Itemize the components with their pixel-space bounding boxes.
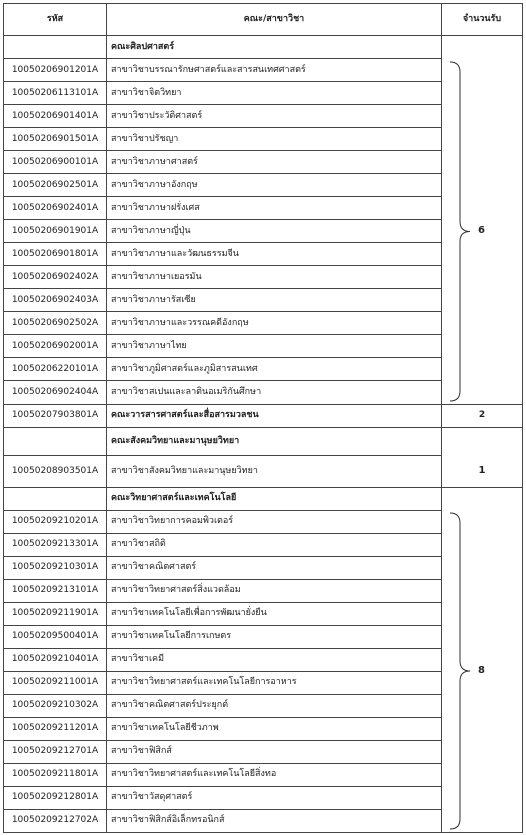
program-name: สาขาวิชาวิทยาศาสตร์และเทคโนโลยีสิ่งทอ: [107, 763, 442, 786]
program-name: สาขาวิชาภูมิศาสตร์และภูมิสารสนเทศ: [107, 358, 442, 381]
quota-document: [3, 3, 522, 833]
quota-count: 2: [442, 404, 523, 427]
program-name: สาขาวิชาสังคมวิทยาและมานุษยวิทยา: [107, 455, 442, 487]
program-name: สาขาวิชาปรัชญา: [107, 128, 442, 151]
program-name: สาขาวิชาฟิสิกส์อิเล็กทรอนิกส์: [107, 809, 442, 832]
header-quota: จำนวนรับ: [442, 4, 523, 36]
program-code: 10050206901901A: [4, 220, 107, 243]
program-code: 10050209211901A: [4, 602, 107, 625]
faculty-code: [4, 36, 107, 59]
program-code: 10050206902404A: [4, 381, 107, 404]
program-name: สาขาวิชาเทคโนโลยีเพื่อการพัฒนายั่งยืน: [107, 602, 442, 625]
program-code: 10050209212801A: [4, 786, 107, 809]
faculty-row: [4, 36, 523, 59]
program-name: สาขาวิชาภาษาไทย: [107, 335, 442, 358]
quota-cell: [442, 510, 523, 833]
program-name: สาขาวิชาภาษาและวัฒนธรรมจีน: [107, 243, 442, 266]
program-name: สาขาวิชาภาษาญี่ปุ่น: [107, 220, 442, 243]
program-name: สาขาวิชาภาษารัสเซีย: [107, 289, 442, 312]
program-code: 10050206902403A: [4, 289, 107, 312]
table-body: [4, 36, 523, 833]
program-row: [4, 510, 523, 533]
faculty-name: คณะสังคมวิทยาและมานุษยวิทยา: [107, 427, 442, 455]
program-code: 10050206902001A: [4, 335, 107, 358]
program-name: สาขาวิชาบรรณารักษศาสตร์และสารสนเทศศาสตร์: [107, 59, 442, 82]
program-code: 10050209210201A: [4, 510, 107, 533]
faculty-name: คณะวิทยาศาสตร์และเทคโนโลยี: [107, 487, 442, 510]
program-code: 10050209211801A: [4, 763, 107, 786]
program-code: 10050209211201A: [4, 717, 107, 740]
program-code: 10050206902402A: [4, 266, 107, 289]
faculty-row: [4, 427, 523, 455]
quota-count: 6: [478, 225, 485, 236]
program-row: [4, 59, 523, 82]
faculty-code: [4, 427, 107, 455]
program-name: สาขาวิชาภาษาเยอรมัน: [107, 266, 442, 289]
program-name: สาขาวิชาภาษาศาสตร์: [107, 151, 442, 174]
program-code: 10050206901501A: [4, 128, 107, 151]
program-code: 10050206220101A: [4, 358, 107, 381]
program-code: 10050209212702A: [4, 809, 107, 832]
quota-blank: [442, 487, 523, 510]
program-code: 10050206902401A: [4, 197, 107, 220]
program-name: สาขาวิชาวิทยาศาสตร์สิ่งแวดล้อม: [107, 579, 442, 602]
program-name: สาขาวิชาฟิสิกส์: [107, 740, 442, 763]
program-code: 10050209210302A: [4, 694, 107, 717]
program-name: สาขาวิชาประวัติศาสตร์: [107, 105, 442, 128]
program-code: 10050206901801A: [4, 243, 107, 266]
program-name: สาขาวิชาวิทยาศาสตร์และเทคโนโลยีการอาหาร: [107, 671, 442, 694]
program-name: สาขาวิชาภาษาอังกฤษ: [107, 174, 442, 197]
program-name: สาขาวิชาจิตวิทยา: [107, 82, 442, 105]
program-code: 10050206901401A: [4, 105, 107, 128]
header-row: [4, 4, 523, 36]
faculty-row: [4, 487, 523, 510]
program-code: 10050209210301A: [4, 556, 107, 579]
faculty-name: คณะวารสารศาสตร์และสื่อสารมวลชน: [107, 404, 442, 427]
quota-count: 8: [478, 665, 485, 676]
faculty-row: [4, 404, 523, 427]
quota-cell: [442, 455, 523, 487]
program-name: สาขาวิชาคณิตศาสตร์ประยุกต์: [107, 694, 442, 717]
program-name: สาขาวิชาคณิตศาสตร์: [107, 556, 442, 579]
quota-blank: [442, 427, 523, 455]
program-code: 10050209212701A: [4, 740, 107, 763]
program-name: สาขาวิชาภาษาและวรรณคดีอังกฤษ: [107, 312, 442, 335]
program-name: สาขาวิชาสถิติ: [107, 533, 442, 556]
program-name: สาขาวิชาเทคโนโลยีการเกษตร: [107, 625, 442, 648]
program-code: 10050206900101A: [4, 151, 107, 174]
faculty-code: [4, 487, 107, 510]
program-name: สาขาวิชาภาษาฝรั่งเศส: [107, 197, 442, 220]
program-code: 10050209213301A: [4, 533, 107, 556]
program-name: สาขาวิชาวิทยาการคอมพิวเตอร์: [107, 510, 442, 533]
faculty-code: 10050207903801A: [4, 404, 107, 427]
program-name: สาขาวิชาสเปนและลาตินอเมริกันศึกษา: [107, 381, 442, 404]
program-code: 10050209213101A: [4, 579, 107, 602]
program-name: สาขาวิชาเคมี: [107, 648, 442, 671]
program-code: 10050206113101A: [4, 82, 107, 105]
quota-cell: [442, 59, 523, 405]
quota-count: 1: [478, 465, 486, 477]
faculty-name: คณะศิลปศาสตร์: [107, 36, 442, 59]
program-code: 10050206901201A: [4, 59, 107, 82]
program-code: 10050209500401A: [4, 625, 107, 648]
program-code: 10050206902502A: [4, 312, 107, 335]
program-code: 10050209210401A: [4, 648, 107, 671]
program-code: 10050208903501A: [4, 455, 107, 487]
header-program: คณะ/สาขาวิชา: [107, 4, 442, 36]
program-name: สาขาวิชาเทคโนโลยีชีวภาพ: [107, 717, 442, 740]
program-row: [4, 455, 523, 487]
quota-table: [3, 3, 523, 833]
program-code: 10050206902501A: [4, 174, 107, 197]
program-code: 10050209211001A: [4, 671, 107, 694]
quota-blank: [442, 36, 523, 59]
program-name: สาขาวิชาวัสดุศาสตร์: [107, 786, 442, 809]
header-code: รหัส: [4, 4, 107, 36]
